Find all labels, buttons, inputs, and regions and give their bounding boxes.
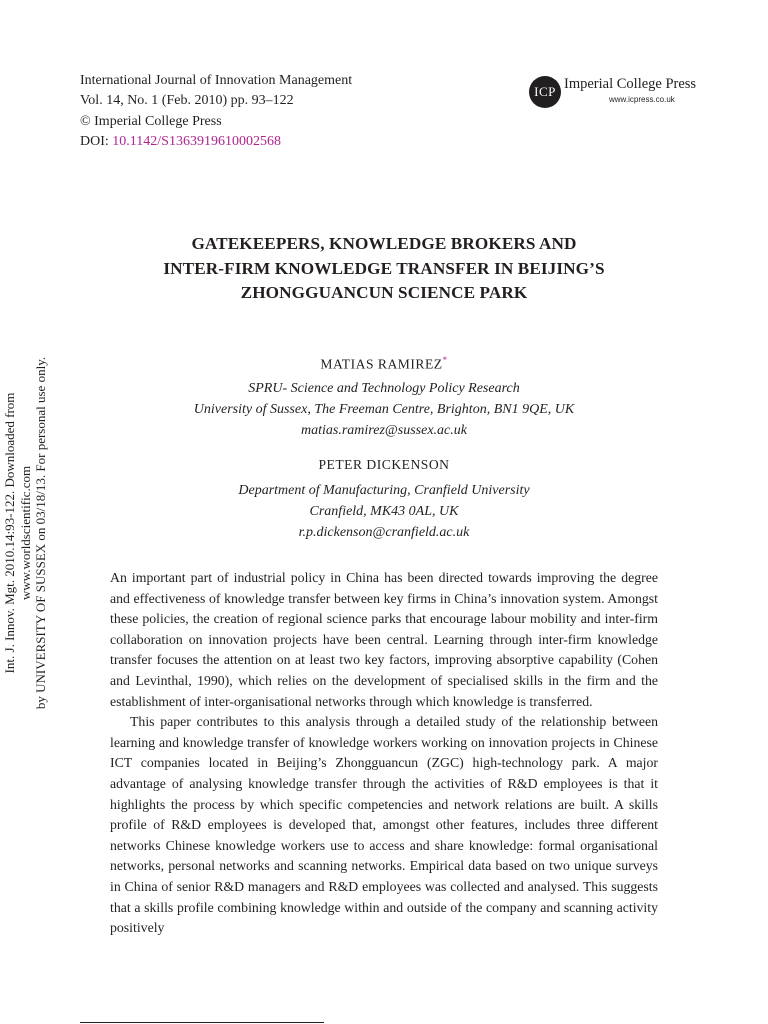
author-2-affiliation (110, 481, 658, 543)
publisher-logo (529, 76, 699, 108)
author-1-name (110, 355, 658, 373)
publisher-url: www.icpress.co.uk (609, 95, 675, 104)
abstract-paragraph-2: This paper contributes to this analysis through a detailed study of the relationship between learning and knowledge transfer of knowledge workers working on innovation projects in Chinese ICT companies located in Beijing’s Zhongguancun (ZGC) high-technology park. A major advantage of analysing knowledge transfer through the activities of R&D employees is that it highlights the process by which specific competencies and network relations are built. A skills profile of R&D employees is developed that, amongst other features, includes three different networks Chinese knowledge workers use to access and share knowledge: formal organisational networks, personal networks and scanning networks. Empirical data based on two unique surveys in China of senior R&D managers and R&D employees was collected and analysed. This suggests that a skills profile combining knowledge within and outside of the company and scanning activity positively (110, 714, 658, 936)
doi-label: DOI: (80, 133, 109, 149)
download-notice (2, 338, 49, 728)
journal-header (80, 71, 352, 152)
author-email: matias.ramirez@sussex.ac.uk (301, 422, 467, 438)
affiliation-line: Department of Manufacturing, Cranfield University (238, 483, 530, 498)
affiliation-line: SPRU- Science and Technology Policy Research (248, 381, 520, 396)
journal-name: International Journal of Innovation Management (80, 73, 353, 88)
title-line1: GATEKEEPERS, KNOWLEDGE BROKERS AND (191, 234, 577, 253)
doi-line (80, 132, 352, 152)
publisher-name: Imperial College Press (564, 76, 697, 92)
download-notice-line1: Int. J. Innov. Mgt. 2010.14:93-122. Downloaded from www.worldscientific.com (2, 392, 33, 674)
copyright-line: © Imperial College Press (80, 113, 222, 129)
download-notice-line2: by UNIVERSITY OF SUSSEX on 03/18/13. For personal use only. (33, 356, 48, 710)
abstract-paragraph-1: An important part of industrial policy in China has been directed towards improving the degree and effectiveness of knowledge transfer between key firms in China’s innovation system. Amongst these policies, the creation of regional science parks that encourage labour mobility and inter-firm collaboration on innovation projects have been central. Learning through inter-firm knowledge transfer focuses the attention on at least two key factors, improving absorptive capability (Cohen and Levinthal, 1990), which relies on the development of specialised skills in the firm and the establishment of inter-organisational networks through which knowledge is transferred. (110, 570, 658, 709)
icp-logo-mark: ICP (529, 76, 561, 108)
affiliation-line: Cranfield, MK43 0AL, UK (309, 503, 459, 519)
corresponding-author-mark[interactable]: * (442, 355, 448, 365)
paper-title (110, 232, 658, 306)
title-line2: INTER-FIRM KNOWLEDGE TRANSFER IN BEIJING’S (163, 258, 605, 278)
author-name: MATIAS RAMIREZ (320, 356, 443, 372)
title-line3: ZHONGGUANCUN SCIENCE PARK (240, 283, 528, 302)
author-name: PETER DICKENSON (318, 457, 450, 472)
affiliation-line: University of Sussex, The Freeman Centre, Brighton, BN1 9QE, UK (193, 401, 575, 417)
author-1-affiliation (110, 379, 658, 441)
volume-line: Vol. 14, No. 1 (Feb. 2010) pp. 93–122 (80, 93, 294, 109)
footnote-rule (80, 1022, 324, 1023)
abstract (110, 568, 658, 939)
author-email: r.p.dickenson@cranfield.ac.uk (298, 524, 470, 540)
doi-link[interactable]: 10.1142/S1363919610002568 (112, 133, 281, 149)
author-2-name (110, 457, 658, 473)
